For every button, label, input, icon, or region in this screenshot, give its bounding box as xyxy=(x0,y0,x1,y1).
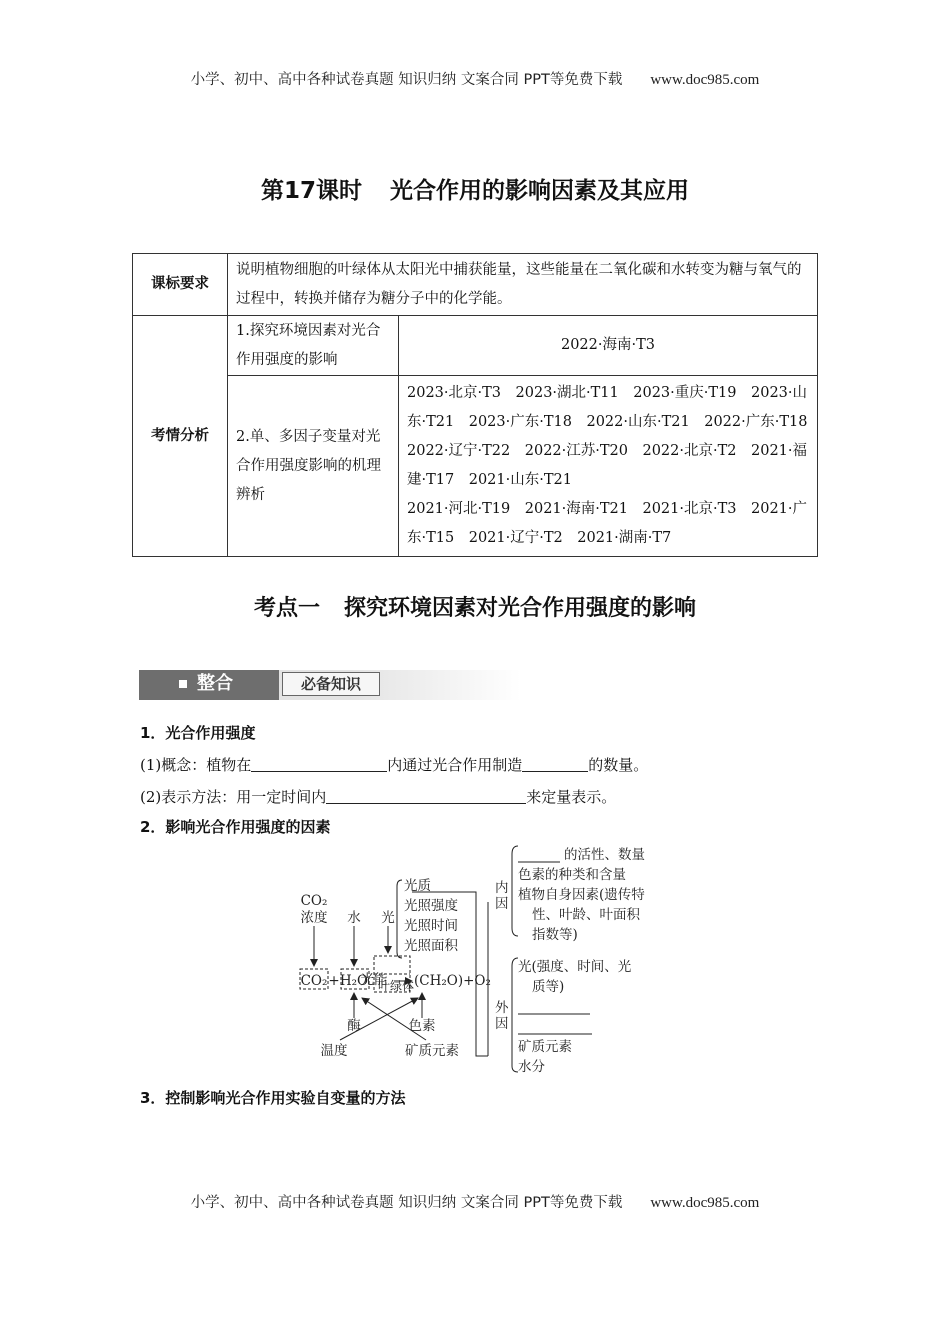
banner-light: 必备知识 xyxy=(282,672,380,696)
blank-field xyxy=(522,755,588,772)
analysis-refs-2a: 2023·北京·T3 2023·湖北·T11 2023·重庆·T19 2023·山东·T21 2023·广东·T18 2022·山东·T21 2022·广东·T18 2022·辽宁·T22 2022·江苏·T20 2022·北京·T2 2021·福建·T17 2021·山东·T21 xyxy=(407,385,822,488)
item-1a-post: 的数量。 xyxy=(588,756,649,774)
item-1b xyxy=(140,786,616,807)
header-site: www.doc985.com xyxy=(650,72,760,88)
co2-label: CO₂ xyxy=(300,893,328,909)
analysis-refs-2b: 2021·河北·T19 2021·海南·T21 2021·北京·T3 2021·广东·T15 2021·辽宁·T2 2021·湖南·T7 xyxy=(407,501,808,546)
internal-label: 内 xyxy=(495,880,509,896)
light-item: 光质 xyxy=(404,878,431,894)
external-label: 外 xyxy=(495,1000,509,1016)
external-item: 质等) xyxy=(532,979,565,995)
item-1a xyxy=(140,754,648,775)
factor-diagram xyxy=(290,840,670,1076)
energy-label: 光能 xyxy=(360,972,388,988)
item-1b-pre: (2)表示方法：用一定时间内 xyxy=(140,788,327,806)
analysis-refs-1: 2022·海南·T3 xyxy=(399,316,818,376)
table-row xyxy=(133,254,818,316)
co2-conc-label: 浓度 xyxy=(300,910,328,926)
footer-text: 小学、初中、高中各种试卷真题 知识归纳 文案合同 PPT等免费下载 xyxy=(190,1195,623,1211)
blank-field xyxy=(251,755,387,772)
external-item: 光(强度、时间、光 xyxy=(518,959,632,975)
light-label: 光 xyxy=(381,910,395,926)
plus-sign: + xyxy=(328,973,340,989)
requirement-text: 说明植物细胞的叶绿体从太阳光中捕获能量，这些能量在二氧化碳和水转变为糖与氧气的过程中，转换并储存为糖分子中的化学能。 xyxy=(228,254,818,316)
table-row xyxy=(133,376,818,557)
page-footer xyxy=(0,1191,950,1212)
light-item: 光照强度 xyxy=(404,898,458,914)
internal-item: 的活性、数量 xyxy=(564,847,645,863)
header-text: 小学、初中、高中各种试卷真题 知识归纳 文案合同 PPT等免费下载 xyxy=(190,72,623,88)
lesson-topic: 光合作用的影响因素及其应用 xyxy=(390,178,689,204)
h2o-box-label: H₂O xyxy=(339,973,369,989)
product-label: (CH₂O)+O₂ xyxy=(414,973,491,989)
knowledge-banner xyxy=(139,670,521,700)
lesson-number: 第17课时 xyxy=(260,178,362,204)
table-row xyxy=(133,316,818,376)
external-item: 水分 xyxy=(518,1059,545,1075)
analysis-item-1: 1.探究环境因素对光合作用强度的影响 xyxy=(228,316,399,376)
banner-dark-label: 整合 xyxy=(197,673,233,694)
section-label: 考点一 xyxy=(253,596,320,621)
internal-item: 指数等) xyxy=(532,927,578,943)
item-2: 2．影响光合作用强度的因素 xyxy=(140,818,331,836)
light-item: 光照时间 xyxy=(404,918,458,934)
analysis-head: 考情分析 xyxy=(133,316,228,557)
enzyme-label: 酶 xyxy=(347,1018,361,1034)
syllabus-table xyxy=(132,253,822,557)
external-label: 因 xyxy=(495,1016,509,1032)
banner-dark xyxy=(139,670,279,700)
item-1a-pre: (1)概念：植物在 xyxy=(140,756,252,774)
footer-site: www.doc985.com xyxy=(650,1195,760,1211)
internal-item: 色素的种类和含量 xyxy=(518,867,626,883)
item-1: 1．光合作用强度 xyxy=(140,724,256,742)
requirement-head: 课标要求 xyxy=(133,254,228,316)
section-title xyxy=(0,591,950,622)
temperature-label: 温度 xyxy=(320,1043,348,1059)
item-1b-post: 来定量表示。 xyxy=(526,788,617,806)
pigment-label: 色素 xyxy=(408,1018,436,1034)
section-heading: 探究环境因素对光合作用强度的影响 xyxy=(344,596,697,621)
external-item: 矿质元素 xyxy=(518,1039,572,1055)
lesson-title xyxy=(0,172,950,205)
analysis-refs-2 xyxy=(399,376,822,557)
analysis-item-2: 2.单、多因子变量对光合作用强度影响的机理辨析 xyxy=(228,376,399,557)
co2-box-label: CO₂ xyxy=(300,973,328,989)
internal-label: 因 xyxy=(495,896,509,912)
internal-item: 植物自身因素(遗传特 xyxy=(518,887,645,903)
water-label: 水 xyxy=(347,910,361,926)
page-header xyxy=(0,68,950,89)
item-3: 3．控制影响光合作用实验自变量的方法 xyxy=(140,1089,406,1107)
minerals-label: 矿质元素 xyxy=(405,1043,459,1059)
item-1a-mid: 内通过光合作用制造 xyxy=(387,756,523,774)
internal-item: 性、叶龄、叶面积 xyxy=(532,907,640,923)
square-icon xyxy=(179,680,187,688)
light-item: 光照面积 xyxy=(404,938,458,954)
blank-field xyxy=(326,787,526,804)
chloroplast-label: 叶绿体 xyxy=(377,979,415,993)
